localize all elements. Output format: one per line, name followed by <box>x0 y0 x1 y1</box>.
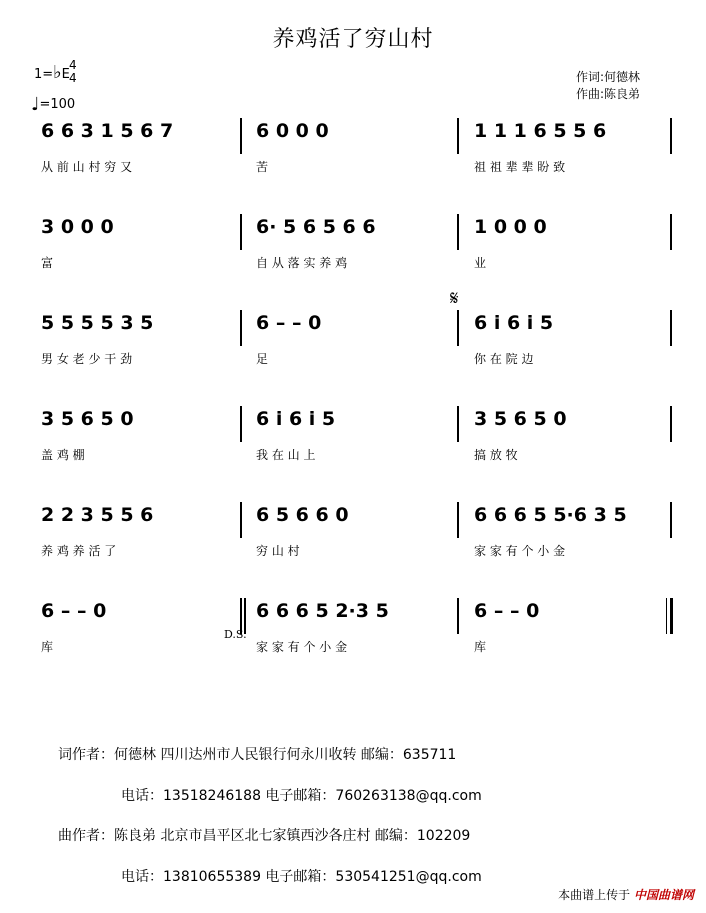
lyric-line: 足 <box>256 352 269 366</box>
bar-line <box>670 406 672 442</box>
bar-line <box>240 118 242 154</box>
lyric-line: 库 <box>474 640 487 654</box>
bar-line <box>457 598 459 634</box>
upload-note <box>558 886 694 903</box>
lyric-line: 富 <box>41 256 54 270</box>
footer-composer-contact: 电话：13810655389 电子邮箱：530541251@qq.com <box>121 869 482 885</box>
score-title: 养鸡活了穷山村 <box>272 27 434 52</box>
lyric-line: 盖 鸡 棚 <box>41 448 85 462</box>
flat-symbol: ♭ <box>53 62 62 83</box>
measure-notes: 6 6 3 1 5 6 7 <box>41 120 174 142</box>
measure-notes: 6 0 0 0 <box>256 120 329 142</box>
measure-notes: 6 – – 0 <box>41 600 107 622</box>
measure-notes: 3 5 6 5 0 <box>474 408 567 430</box>
bar-line <box>457 118 459 154</box>
bar-line <box>457 310 459 346</box>
measure-notes: 5 5 5 5 3 5 <box>41 312 154 334</box>
segno-icon: 𝄋 <box>450 286 459 310</box>
bar-line <box>457 214 459 250</box>
lyric-line: 你 在 院 边 <box>474 352 534 366</box>
bar-line <box>457 502 459 538</box>
meter-top: 4 <box>69 58 77 72</box>
lyric-line: 男 女 老 少 干 劲 <box>41 352 133 366</box>
measure-notes: 2 2 3 5 5 6 <box>41 504 154 526</box>
measure-notes: 1 1 1 6 5 5 6 <box>474 120 607 142</box>
bar-line <box>457 406 459 442</box>
measure-notes: 6 – – 0 <box>256 312 322 334</box>
measure-notes: 6 i 6 i 5 <box>256 408 336 430</box>
bar-line <box>240 214 242 250</box>
footer-lyricist-line: 词作者：何德林 四川达州市人民银行何永川收转 邮编：635711 <box>58 747 457 763</box>
site-logo[interactable]: 中国曲谱网 <box>633 888 694 902</box>
key-prefix: 1= <box>34 67 54 82</box>
key-letter: E <box>61 67 70 82</box>
lyric-line: 从 前 山 村 穷 又 <box>41 160 133 174</box>
measure-notes: 3 0 0 0 <box>41 216 114 238</box>
measure-notes: 6 6 6 5 2·3 5 <box>256 600 389 622</box>
lyricist-credit: 作词:何德林 <box>576 70 641 84</box>
measure-notes: 6 5 6 6 0 <box>256 504 349 526</box>
tempo-value: =100 <box>39 97 76 112</box>
time-signature <box>69 59 77 85</box>
lyric-line: 穷 山 村 <box>256 544 300 558</box>
upload-text: 本曲谱上传于 <box>558 888 631 902</box>
lyric-line: 我 在 山 上 <box>256 448 316 462</box>
measure-notes: 6 – – 0 <box>474 600 540 622</box>
measure-notes: 3 5 6 5 0 <box>41 408 134 430</box>
final-bar-line <box>666 598 667 634</box>
bar-line <box>240 310 242 346</box>
lyric-line: 养 鸡 养 活 了 <box>41 544 117 558</box>
quarter-note-icon: ♩ <box>31 94 40 115</box>
measure-notes: 1 0 0 0 <box>474 216 547 238</box>
lyric-line: 搞 放 牧 <box>474 448 518 462</box>
lyric-line: 祖 祖 辈 辈 盼 致 <box>474 160 566 174</box>
ds-marking: D.S. <box>224 628 247 641</box>
meter-bottom: 4 <box>69 71 77 85</box>
measure-notes: 6 i 6 i 5 <box>474 312 554 334</box>
lyric-line: 自 从 落 实 养 鸡 <box>256 256 348 270</box>
footer-composer-line: 曲作者：陈良弟 北京市昌平区北七家镇西沙各庄村 邮编：102209 <box>58 828 471 844</box>
lyric-line: 业 <box>474 256 487 270</box>
composer-credit: 作曲:陈良弟 <box>576 87 641 101</box>
lyric-line: 家 家 有 个 小 金 <box>256 640 348 654</box>
bar-line <box>670 598 673 634</box>
bar-line <box>240 502 242 538</box>
bar-line <box>670 310 672 346</box>
tempo-marking <box>31 94 75 115</box>
footer-lyricist-contact: 电话：13518246188 电子邮箱：760263138@qq.com <box>121 788 482 804</box>
bar-line <box>670 214 672 250</box>
measure-notes: 6· 5 6 5 6 6 <box>256 216 376 238</box>
bar-line <box>240 406 242 442</box>
lyric-line: 家 家 有 个 小 金 <box>474 544 566 558</box>
measure-notes: 6 6 6 5 5·6 3 5 <box>474 504 627 526</box>
key-signature <box>34 62 70 83</box>
lyric-line: 苦 <box>256 160 269 174</box>
bar-line <box>670 502 672 538</box>
bar-line <box>670 118 672 154</box>
lyric-line: 库 <box>41 640 54 654</box>
